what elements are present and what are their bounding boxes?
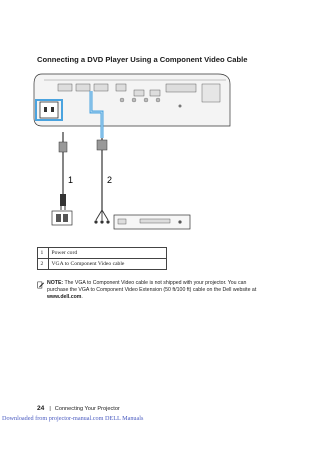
projector-rear-panel (34, 74, 230, 126)
dvd-player (114, 215, 190, 229)
wall-outlet (52, 211, 72, 225)
legend-number: 2 (38, 259, 49, 270)
dell-website-link[interactable]: www.dell.com (47, 294, 82, 301)
callout-2: 2 (107, 175, 113, 185)
cable-legend-table (37, 247, 167, 270)
note-end: . (81, 294, 83, 301)
note-label: NOTE: (47, 280, 64, 286)
page-number: 24 (37, 405, 45, 412)
table-row (38, 248, 167, 259)
watermark-link[interactable]: Downloaded from projector-manual.com DELL Manuals (2, 415, 144, 422)
table-row (38, 259, 167, 270)
note-body: The VGA to Component Video cable is not shipped with your projector. You can purchase the VGA to Component Video Extension (50 ft/100 ft) cable on the Dell website at (47, 280, 257, 294)
note-block (37, 280, 267, 302)
callout-1: 1 (68, 175, 74, 185)
page-footer (37, 405, 120, 412)
legend-number: 1 (38, 248, 49, 259)
footer-separator: | (49, 406, 51, 412)
footer-section: Connecting Your Projector (54, 406, 120, 412)
note-pencil-icon (37, 281, 44, 289)
note-text (47, 280, 267, 302)
page-heading: Connecting a DVD Player Using a Component Video Cable (37, 55, 248, 64)
connection-diagram (30, 70, 235, 235)
power-cord (59, 132, 67, 210)
legend-label: Power cord (49, 248, 167, 259)
legend-label: VGA to Component Video cable (49, 259, 167, 270)
